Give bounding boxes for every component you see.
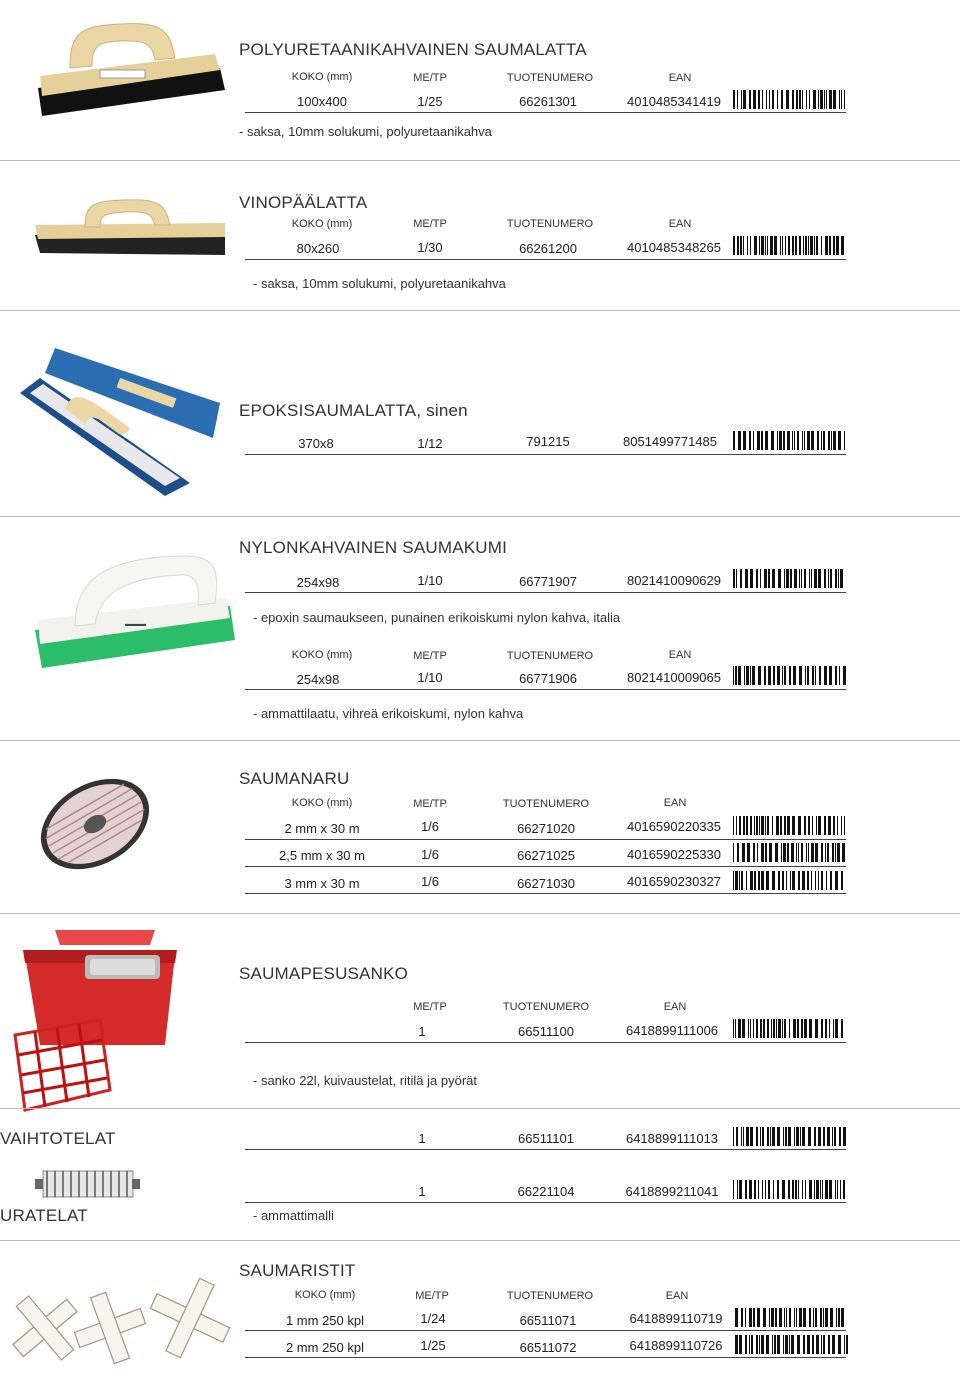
product-title: SAUMARISTIT — [239, 1261, 356, 1280]
metp-cell: 1 — [418, 1131, 426, 1146]
col-header-tuote: TUOTENUMERO — [506, 650, 594, 662]
product-number-cell: 66221104 — [517, 1184, 575, 1199]
size-cell: 2 mm 250 kpl — [285, 1340, 365, 1355]
barcode — [733, 666, 847, 685]
row-rule — [245, 689, 846, 690]
section-divider — [0, 516, 960, 517]
section-divider — [0, 310, 960, 311]
section-divider — [0, 740, 960, 741]
col-header-tuote: TUOTENUMERO — [502, 1001, 590, 1013]
barcode — [733, 431, 847, 450]
barcode — [733, 1180, 847, 1199]
product-title: SAUMANARU — [239, 769, 350, 788]
grooved-roller-image — [35, 1165, 140, 1205]
row-rule — [245, 1202, 846, 1203]
section-divider — [0, 1240, 960, 1241]
col-header-koko: KOKO (mm) — [294, 1289, 356, 1301]
product-note: - saksa, 10mm solukumi, polyuretaanikahva — [253, 276, 506, 291]
metp-cell: 1/10 — [417, 573, 443, 588]
row-rule — [245, 893, 846, 894]
grout-float-image — [30, 18, 230, 118]
barcode — [735, 1335, 849, 1354]
barcode — [733, 816, 847, 835]
product-note: - ammattilaatu, vihreä erikoiskumi, nylon kahva — [253, 706, 524, 721]
metp-cell: 1/6 — [420, 819, 440, 834]
col-header-ean: EAN — [663, 797, 687, 809]
ean-cell: 8021410090629 — [627, 573, 721, 588]
product-note: - sanko 22l, kuivaustelat, ritilä ja pyörät — [253, 1073, 477, 1088]
row-rule — [245, 839, 846, 840]
product-note: - saksa, 10mm solukumi, polyuretaanikahva — [239, 124, 492, 139]
col-header-ean: EAN — [668, 72, 692, 84]
ean-cell: 4016590230327 — [627, 874, 721, 889]
metp-cell: 1/6 — [420, 847, 440, 862]
ean-cell: 6418899111013 — [625, 1131, 719, 1146]
col-header-ean: EAN — [668, 649, 692, 661]
barcode — [733, 871, 847, 890]
product-number-cell: 66511101 — [518, 1131, 574, 1146]
row-rule — [245, 259, 846, 260]
metp-cell: 1/10 — [417, 670, 443, 685]
svg-text:▬▬▬: ▬▬▬ — [125, 621, 146, 628]
col-header-tuote: TUOTENUMERO — [502, 798, 590, 810]
col-header-koko: KOKO (mm) — [291, 649, 353, 661]
section-divider — [0, 913, 960, 914]
row-rule — [245, 1149, 846, 1150]
metp-cell: 1 — [418, 1184, 426, 1199]
barcode — [733, 569, 847, 588]
row-rule — [245, 592, 846, 593]
barcode — [733, 90, 847, 109]
ean-cell: 4016590225330 — [627, 847, 721, 862]
product-number-cell: 66511071 — [519, 1313, 577, 1328]
product-title: URATELAT — [0, 1206, 88, 1225]
ean-cell: 4016590220335 — [627, 819, 721, 834]
joint-cord-spool-image — [30, 762, 160, 887]
product-number-cell: 66771906 — [519, 671, 577, 686]
ean-cell: 6418899111006 — [625, 1023, 719, 1038]
ean-cell: 8051499771485 — [623, 434, 717, 449]
angled-float-image — [30, 195, 230, 265]
col-header-metp: ME/TP — [413, 798, 447, 810]
ean-cell: 6418899211041 — [625, 1184, 719, 1199]
product-title: VAIHTOTELAT — [0, 1129, 116, 1148]
size-cell: 80x260 — [296, 241, 340, 256]
metp-cell: 1/30 — [417, 240, 443, 255]
size-cell: 254x98 — [296, 575, 340, 590]
product-note: - ammattimalli — [253, 1208, 334, 1223]
ean-cell: 6418899110719 — [629, 1311, 723, 1326]
row-rule — [245, 112, 846, 113]
section-divider — [0, 1108, 960, 1109]
product-number-cell: 66271030 — [517, 876, 575, 891]
metp-cell: 1/25 — [420, 1338, 446, 1353]
product-note: - epoxin saumaukseen, punainen erikoiskumi nylon kahva, italia — [253, 610, 621, 625]
barcode — [733, 843, 847, 862]
ean-cell: 4010485348265 — [627, 240, 721, 255]
size-cell: 1 mm 250 kpl — [285, 1313, 365, 1328]
product-number-cell: 66511072 — [519, 1340, 577, 1355]
product-number-cell: 66771907 — [519, 574, 577, 589]
product-title: POLYURETAANIKAHVAINEN SAUMALATTA — [239, 40, 587, 59]
metp-cell: 1/6 — [420, 874, 440, 889]
size-cell: 2 mm x 30 m — [284, 821, 360, 836]
nylon-float-image — [30, 548, 235, 683]
product-number-cell: 66271020 — [517, 821, 575, 836]
col-header-metp: ME/TP — [413, 1001, 447, 1013]
ean-cell: 4010485341419 — [627, 94, 721, 109]
product-number-cell: 66271025 — [517, 848, 575, 863]
ean-cell: 6418899110726 — [629, 1338, 723, 1353]
tile-spacers-image — [0, 1268, 240, 1378]
wash-bucket-image — [5, 925, 185, 1120]
size-cell: 3 mm x 30 m — [284, 876, 360, 891]
col-header-tuote: TUOTENUMERO — [506, 1290, 594, 1302]
col-header-ean: EAN — [665, 1290, 689, 1302]
product-number-cell: 66261301 — [519, 94, 577, 109]
product-number-cell: 66511100 — [518, 1024, 574, 1039]
size-cell: 100x400 — [297, 94, 347, 109]
col-header-koko: KOKO (mm) — [291, 797, 353, 809]
col-header-koko: KOKO (mm) — [291, 71, 353, 83]
metp-cell: 1/25 — [417, 94, 443, 109]
epoxy-float-image — [15, 338, 230, 498]
section-divider — [0, 160, 960, 161]
col-header-metp: ME/TP — [413, 650, 447, 662]
ean-cell: 8021410009065 — [627, 670, 721, 685]
col-header-tuote: TUOTENUMERO — [506, 72, 594, 84]
product-title: NYLONKAHVAINEN SAUMAKUMI — [239, 538, 508, 557]
col-header-ean: EAN — [668, 218, 692, 230]
metp-cell: 1/12 — [417, 436, 443, 451]
col-header-koko: KOKO (mm) — [291, 218, 353, 230]
row-rule — [245, 1042, 846, 1043]
col-header-metp: ME/TP — [415, 1290, 449, 1302]
size-cell: 254x98 — [296, 672, 340, 687]
row-rule — [245, 1330, 846, 1331]
col-header-tuote: TUOTENUMERO — [506, 218, 594, 230]
product-number-cell: 66261200 — [519, 241, 577, 256]
row-rule — [245, 866, 846, 867]
col-header-ean: EAN — [663, 1001, 687, 1013]
product-title: EPOKSISAUMALATTA, sinen — [239, 401, 468, 420]
size-cell: 2,5 mm x 30 m — [279, 848, 365, 863]
col-header-metp: ME/TP — [413, 72, 447, 84]
row-rule — [245, 454, 846, 455]
product-number-cell: 791215 — [526, 434, 570, 449]
product-title: VINOPÄÄLATTA — [239, 193, 368, 212]
barcode — [733, 1127, 847, 1146]
col-header-metp: ME/TP — [413, 218, 447, 230]
metp-cell: 1 — [418, 1024, 426, 1039]
barcode — [735, 1308, 849, 1327]
metp-cell: 1/24 — [420, 1311, 446, 1326]
product-title: SAUMAPESUSANKO — [239, 964, 409, 983]
barcode — [733, 236, 847, 255]
barcode — [733, 1019, 847, 1038]
row-rule — [245, 1357, 846, 1358]
size-cell: 370x8 — [298, 436, 334, 451]
